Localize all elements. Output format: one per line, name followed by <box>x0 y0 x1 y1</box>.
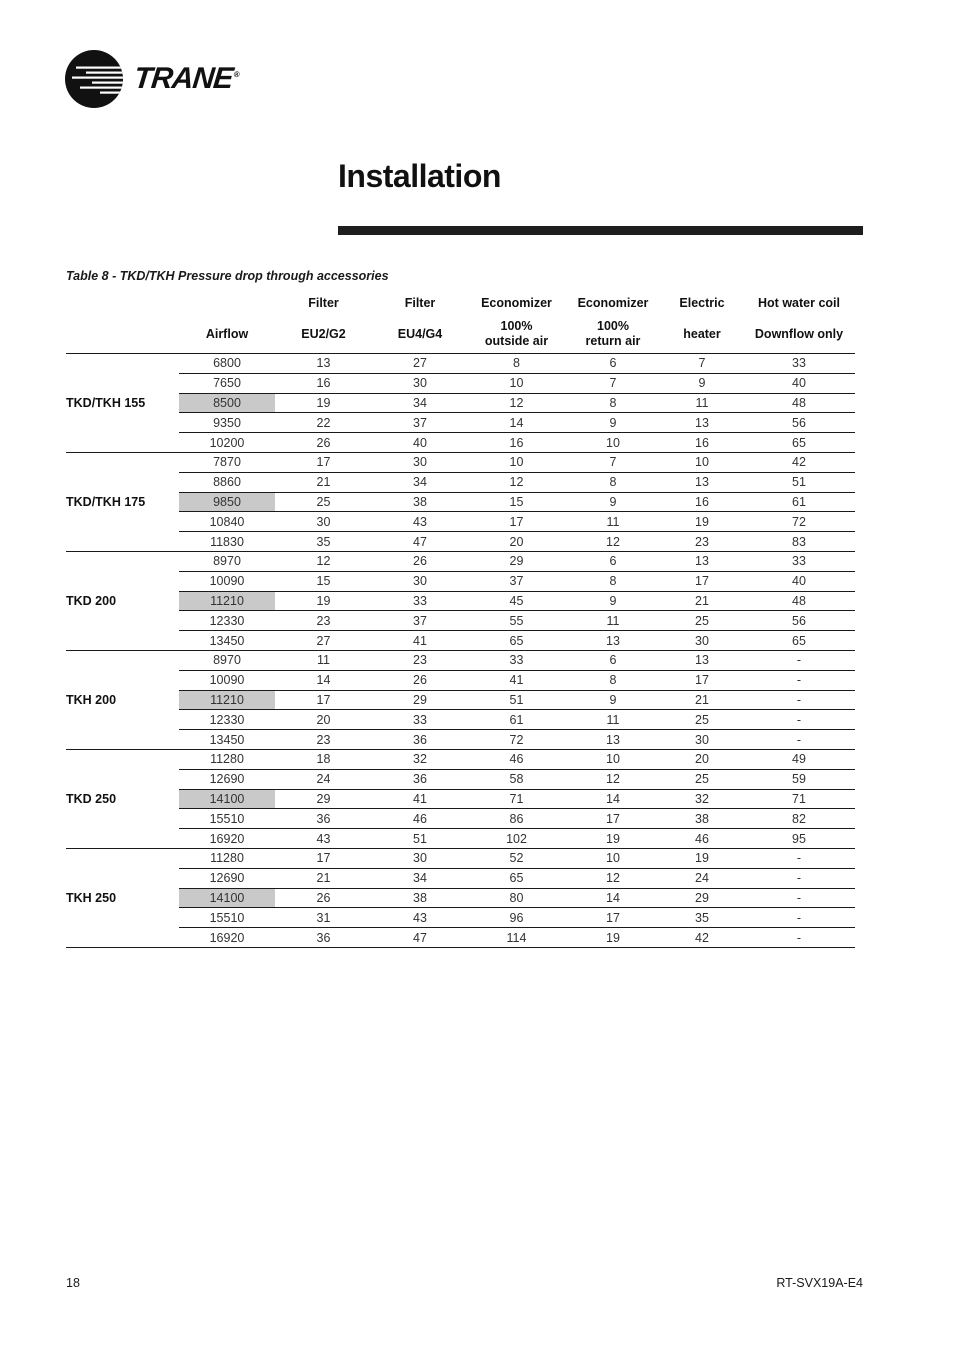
cell-electric-heater: 17 <box>661 571 743 591</box>
table-row <box>66 928 855 948</box>
table-row <box>66 472 855 492</box>
cell-economizer-outside-air: 51 <box>468 690 565 710</box>
cell-economizer-outside-air: 71 <box>468 789 565 809</box>
column-header-economizer-outside-air: 100% outside air <box>468 315 565 354</box>
cell-hot-water-coil: - <box>743 650 855 670</box>
cell-filter-eu4-g4: 27 <box>372 354 468 374</box>
table-body <box>66 354 855 948</box>
cell-hot-water-coil: - <box>743 670 855 690</box>
cell-economizer-outside-air: 72 <box>468 730 565 750</box>
cell-hot-water-coil: 65 <box>743 631 855 651</box>
column-header-top-filter-eu4-g4: Filter <box>404 295 436 310</box>
cell-hot-water-coil: 56 <box>743 611 855 631</box>
title-rule <box>338 226 863 235</box>
header-row-top <box>66 291 855 315</box>
cell-hot-water-coil: 65 <box>743 433 855 453</box>
table-row <box>66 532 855 552</box>
cell-airflow: 10090 <box>179 670 275 690</box>
cell-filter-eu4-g4: 51 <box>372 829 468 849</box>
cell-airflow: 11280 <box>179 848 275 868</box>
cell-filter-eu4-g4: 36 <box>372 769 468 789</box>
table-row <box>66 670 855 690</box>
cell-hot-water-coil: 40 <box>743 373 855 393</box>
table-row <box>66 769 855 789</box>
cell-electric-heater: 13 <box>661 551 743 571</box>
cell-hot-water-coil: 72 <box>743 512 855 532</box>
table-row <box>66 749 855 769</box>
column-header-economizer-return-air: 100% return air <box>565 315 661 354</box>
cell-airflow: 8860 <box>179 472 275 492</box>
table-row <box>66 452 855 472</box>
cell-filter-eu2-g2: 43 <box>275 829 372 849</box>
cell-airflow: 11210 <box>179 591 275 611</box>
cell-electric-heater: 20 <box>661 749 743 769</box>
cell-economizer-outside-air: 65 <box>468 868 565 888</box>
cell-economizer-outside-air: 20 <box>468 532 565 552</box>
cell-filter-eu2-g2: 15 <box>275 571 372 591</box>
cell-economizer-outside-air: 37 <box>468 571 565 591</box>
cell-hot-water-coil: 71 <box>743 789 855 809</box>
cell-electric-heater: 23 <box>661 532 743 552</box>
table-caption: Table 8 - TKD/TKH Pressure drop through accessories <box>66 269 389 283</box>
cell-filter-eu2-g2: 27 <box>275 631 372 651</box>
table-row <box>66 908 855 928</box>
table-row <box>66 611 855 631</box>
cell-electric-heater: 11 <box>661 393 743 413</box>
cell-economizer-return-air: 12 <box>565 532 661 552</box>
cell-economizer-return-air: 12 <box>565 769 661 789</box>
cell-airflow: 8970 <box>179 551 275 571</box>
cell-filter-eu4-g4: 47 <box>372 532 468 552</box>
cell-electric-heater: 13 <box>661 650 743 670</box>
column-header-top-model <box>66 291 179 315</box>
cell-hot-water-coil: 82 <box>743 809 855 829</box>
cell-economizer-outside-air: 10 <box>468 452 565 472</box>
cell-electric-heater: 30 <box>661 730 743 750</box>
model-label: TKD/TKH 175 <box>66 452 179 551</box>
column-header-top-filter-eu2-g2: Filter <box>308 295 339 310</box>
table-row <box>66 354 855 374</box>
cell-filter-eu2-g2: 23 <box>275 611 372 631</box>
cell-filter-eu4-g4: 34 <box>372 868 468 888</box>
model-label: TKD 200 <box>66 551 179 650</box>
table-row <box>66 848 855 868</box>
cell-economizer-return-air: 9 <box>565 413 661 433</box>
column-header-top-hot-water-coil: Hot water coil <box>758 295 840 310</box>
cell-electric-heater: 10 <box>661 452 743 472</box>
cell-electric-heater: 25 <box>661 710 743 730</box>
cell-airflow: 16920 <box>179 829 275 849</box>
cell-airflow: 7870 <box>179 452 275 472</box>
cell-filter-eu2-g2: 18 <box>275 749 372 769</box>
cell-economizer-return-air: 10 <box>565 749 661 769</box>
cell-airflow: 11830 <box>179 532 275 552</box>
cell-filter-eu2-g2: 23 <box>275 730 372 750</box>
cell-filter-eu2-g2: 16 <box>275 373 372 393</box>
cell-filter-eu4-g4: 29 <box>372 690 468 710</box>
cell-airflow: 14100 <box>179 789 275 809</box>
table-row <box>66 710 855 730</box>
cell-airflow: 10090 <box>179 571 275 591</box>
cell-filter-eu2-g2: 17 <box>275 690 372 710</box>
cell-economizer-outside-air: 114 <box>468 928 565 948</box>
cell-hot-water-coil: 48 <box>743 591 855 611</box>
cell-filter-eu2-g2: 24 <box>275 769 372 789</box>
table-row <box>66 512 855 532</box>
cell-filter-eu4-g4: 36 <box>372 730 468 750</box>
cell-filter-eu2-g2: 25 <box>275 492 372 512</box>
column-header-top-economizer-outside-air: Economizer <box>481 295 552 310</box>
column-header-filter-eu4-g4: EU4/G4 <box>372 315 468 354</box>
table-row <box>66 730 855 750</box>
page-number: 18 <box>66 1276 80 1290</box>
cell-economizer-return-air: 8 <box>565 670 661 690</box>
cell-filter-eu2-g2: 22 <box>275 413 372 433</box>
cell-airflow: 13450 <box>179 631 275 651</box>
brand-wordmark: TRANE® <box>132 62 240 95</box>
cell-economizer-return-air: 6 <box>565 551 661 571</box>
cell-economizer-outside-air: 96 <box>468 908 565 928</box>
cell-electric-heater: 30 <box>661 631 743 651</box>
cell-hot-water-coil: - <box>743 848 855 868</box>
cell-electric-heater: 13 <box>661 413 743 433</box>
model-label: TKD 250 <box>66 749 179 848</box>
document-code: RT-SVX19A-E4 <box>776 1276 863 1290</box>
table-row <box>66 690 855 710</box>
cell-hot-water-coil: - <box>743 868 855 888</box>
cell-economizer-return-air: 11 <box>565 710 661 730</box>
header-row-bottom <box>66 315 855 354</box>
cell-airflow: 12690 <box>179 769 275 789</box>
cell-filter-eu2-g2: 11 <box>275 650 372 670</box>
cell-filter-eu2-g2: 30 <box>275 512 372 532</box>
cell-filter-eu4-g4: 23 <box>372 650 468 670</box>
cell-electric-heater: 19 <box>661 848 743 868</box>
cell-filter-eu4-g4: 38 <box>372 492 468 512</box>
cell-filter-eu4-g4: 26 <box>372 551 468 571</box>
cell-hot-water-coil: 42 <box>743 452 855 472</box>
cell-economizer-return-air: 17 <box>565 809 661 829</box>
column-header-filter-eu2-g2: EU2/G2 <box>275 315 372 354</box>
cell-economizer-return-air: 8 <box>565 472 661 492</box>
table-row <box>66 393 855 413</box>
column-header-top-airflow <box>179 291 275 315</box>
cell-airflow: 7650 <box>179 373 275 393</box>
cell-electric-heater: 17 <box>661 670 743 690</box>
model-label: TKH 200 <box>66 650 179 749</box>
cell-economizer-outside-air: 33 <box>468 650 565 670</box>
cell-economizer-outside-air: 45 <box>468 591 565 611</box>
cell-economizer-return-air: 11 <box>565 512 661 532</box>
cell-hot-water-coil: 61 <box>743 492 855 512</box>
cell-filter-eu2-g2: 21 <box>275 472 372 492</box>
table-row <box>66 631 855 651</box>
cell-economizer-return-air: 14 <box>565 789 661 809</box>
table-row <box>66 809 855 829</box>
cell-airflow: 12330 <box>179 611 275 631</box>
cell-electric-heater: 46 <box>661 829 743 849</box>
cell-airflow: 10200 <box>179 433 275 453</box>
column-header-hot-water-coil: Downflow only <box>743 315 855 354</box>
cell-economizer-outside-air: 80 <box>468 888 565 908</box>
cell-economizer-return-air: 13 <box>565 730 661 750</box>
table-row <box>66 829 855 849</box>
cell-economizer-outside-air: 17 <box>468 512 565 532</box>
cell-filter-eu4-g4: 38 <box>372 888 468 908</box>
trane-logo-icon <box>64 49 124 109</box>
cell-filter-eu2-g2: 26 <box>275 888 372 908</box>
cell-airflow: 15510 <box>179 908 275 928</box>
cell-filter-eu4-g4: 37 <box>372 413 468 433</box>
cell-airflow: 6800 <box>179 354 275 374</box>
cell-economizer-outside-air: 52 <box>468 848 565 868</box>
table-row <box>66 433 855 453</box>
cell-economizer-return-air: 8 <box>565 393 661 413</box>
cell-airflow: 13450 <box>179 730 275 750</box>
cell-filter-eu4-g4: 40 <box>372 433 468 453</box>
cell-airflow: 12690 <box>179 868 275 888</box>
cell-electric-heater: 16 <box>661 433 743 453</box>
cell-hot-water-coil: - <box>743 690 855 710</box>
cell-electric-heater: 16 <box>661 492 743 512</box>
cell-airflow: 16920 <box>179 928 275 948</box>
table-row <box>66 492 855 512</box>
cell-hot-water-coil: 48 <box>743 393 855 413</box>
cell-electric-heater: 24 <box>661 868 743 888</box>
cell-economizer-outside-air: 14 <box>468 413 565 433</box>
cell-economizer-outside-air: 10 <box>468 373 565 393</box>
cell-filter-eu4-g4: 46 <box>372 809 468 829</box>
column-header-electric-heater: heater <box>661 315 743 354</box>
cell-airflow: 11280 <box>179 749 275 769</box>
cell-filter-eu4-g4: 30 <box>372 848 468 868</box>
cell-airflow: 11210 <box>179 690 275 710</box>
table-row <box>66 650 855 670</box>
cell-economizer-return-air: 19 <box>565 829 661 849</box>
cell-economizer-outside-air: 46 <box>468 749 565 769</box>
cell-economizer-outside-air: 12 <box>468 393 565 413</box>
cell-electric-heater: 21 <box>661 690 743 710</box>
cell-filter-eu4-g4: 43 <box>372 908 468 928</box>
model-label: TKH 250 <box>66 848 179 947</box>
cell-hot-water-coil: - <box>743 908 855 928</box>
cell-economizer-outside-air: 41 <box>468 670 565 690</box>
cell-hot-water-coil: 56 <box>743 413 855 433</box>
cell-economizer-return-air: 7 <box>565 373 661 393</box>
cell-filter-eu4-g4: 41 <box>372 789 468 809</box>
cell-filter-eu2-g2: 20 <box>275 710 372 730</box>
cell-airflow: 8970 <box>179 650 275 670</box>
cell-electric-heater: 29 <box>661 888 743 908</box>
cell-economizer-return-air: 17 <box>565 908 661 928</box>
cell-electric-heater: 42 <box>661 928 743 948</box>
cell-filter-eu4-g4: 34 <box>372 393 468 413</box>
cell-electric-heater: 9 <box>661 373 743 393</box>
table-row <box>66 571 855 591</box>
cell-economizer-outside-air: 102 <box>468 829 565 849</box>
cell-filter-eu4-g4: 33 <box>372 710 468 730</box>
cell-economizer-outside-air: 15 <box>468 492 565 512</box>
cell-electric-heater: 19 <box>661 512 743 532</box>
cell-filter-eu2-g2: 21 <box>275 868 372 888</box>
cell-economizer-return-air: 7 <box>565 452 661 472</box>
cell-airflow: 9350 <box>179 413 275 433</box>
cell-economizer-return-air: 6 <box>565 650 661 670</box>
cell-airflow: 14100 <box>179 888 275 908</box>
cell-electric-heater: 38 <box>661 809 743 829</box>
cell-filter-eu4-g4: 37 <box>372 611 468 631</box>
cell-electric-heater: 35 <box>661 908 743 928</box>
cell-economizer-return-air: 9 <box>565 591 661 611</box>
cell-economizer-outside-air: 61 <box>468 710 565 730</box>
table-row <box>66 413 855 433</box>
cell-economizer-return-air: 9 <box>565 492 661 512</box>
cell-filter-eu2-g2: 26 <box>275 433 372 453</box>
cell-economizer-outside-air: 29 <box>468 551 565 571</box>
cell-filter-eu4-g4: 30 <box>372 452 468 472</box>
cell-economizer-return-air: 10 <box>565 433 661 453</box>
cell-electric-heater: 7 <box>661 354 743 374</box>
cell-economizer-outside-air: 55 <box>468 611 565 631</box>
cell-hot-water-coil: - <box>743 888 855 908</box>
cell-filter-eu2-g2: 12 <box>275 551 372 571</box>
cell-electric-heater: 25 <box>661 769 743 789</box>
cell-electric-heater: 25 <box>661 611 743 631</box>
cell-hot-water-coil: 40 <box>743 571 855 591</box>
cell-filter-eu4-g4: 30 <box>372 571 468 591</box>
cell-electric-heater: 32 <box>661 789 743 809</box>
column-header-model <box>66 315 179 354</box>
cell-filter-eu4-g4: 33 <box>372 591 468 611</box>
cell-hot-water-coil: - <box>743 730 855 750</box>
cell-economizer-return-air: 13 <box>565 631 661 651</box>
table-row <box>66 591 855 611</box>
cell-airflow: 10840 <box>179 512 275 532</box>
trane-logo <box>64 49 238 109</box>
table-row <box>66 868 855 888</box>
cell-electric-heater: 13 <box>661 472 743 492</box>
cell-economizer-outside-air: 16 <box>468 433 565 453</box>
cell-airflow: 12330 <box>179 710 275 730</box>
cell-hot-water-coil: 59 <box>743 769 855 789</box>
page-title: Installation <box>338 158 501 194</box>
cell-filter-eu2-g2: 36 <box>275 809 372 829</box>
table-row <box>66 789 855 809</box>
cell-filter-eu4-g4: 26 <box>372 670 468 690</box>
cell-economizer-return-air: 9 <box>565 690 661 710</box>
cell-filter-eu4-g4: 34 <box>372 472 468 492</box>
cell-filter-eu2-g2: 29 <box>275 789 372 809</box>
cell-filter-eu2-g2: 31 <box>275 908 372 928</box>
cell-economizer-outside-air: 86 <box>468 809 565 829</box>
table-row <box>66 373 855 393</box>
cell-filter-eu4-g4: 41 <box>372 631 468 651</box>
cell-filter-eu2-g2: 14 <box>275 670 372 690</box>
cell-filter-eu4-g4: 32 <box>372 749 468 769</box>
cell-hot-water-coil: 95 <box>743 829 855 849</box>
cell-economizer-outside-air: 65 <box>468 631 565 651</box>
cell-airflow: 15510 <box>179 809 275 829</box>
cell-economizer-return-air: 19 <box>565 928 661 948</box>
cell-economizer-outside-air: 58 <box>468 769 565 789</box>
cell-economizer-return-air: 8 <box>565 571 661 591</box>
column-header-top-electric-heater: Electric <box>679 295 725 310</box>
cell-economizer-return-air: 6 <box>565 354 661 374</box>
cell-hot-water-coil: 83 <box>743 532 855 552</box>
cell-economizer-return-air: 11 <box>565 611 661 631</box>
cell-economizer-outside-air: 12 <box>468 472 565 492</box>
column-header-top-economizer-return-air: Economizer <box>577 295 649 310</box>
pressure-drop-table <box>66 291 855 948</box>
table-row <box>66 551 855 571</box>
cell-electric-heater: 21 <box>661 591 743 611</box>
cell-hot-water-coil: 33 <box>743 551 855 571</box>
cell-airflow: 9850 <box>179 492 275 512</box>
cell-economizer-return-air: 14 <box>565 888 661 908</box>
cell-filter-eu4-g4: 47 <box>372 928 468 948</box>
column-header-airflow: Airflow <box>179 315 275 354</box>
cell-economizer-outside-air: 8 <box>468 354 565 374</box>
cell-airflow: 8500 <box>179 393 275 413</box>
cell-filter-eu4-g4: 43 <box>372 512 468 532</box>
cell-hot-water-coil: 33 <box>743 354 855 374</box>
cell-filter-eu4-g4: 30 <box>372 373 468 393</box>
cell-filter-eu2-g2: 19 <box>275 591 372 611</box>
cell-hot-water-coil: 49 <box>743 749 855 769</box>
cell-hot-water-coil: - <box>743 928 855 948</box>
table-row <box>66 888 855 908</box>
cell-filter-eu2-g2: 13 <box>275 354 372 374</box>
cell-filter-eu2-g2: 17 <box>275 452 372 472</box>
model-label: TKD/TKH 155 <box>66 354 179 453</box>
cell-hot-water-coil: - <box>743 710 855 730</box>
cell-economizer-return-air: 12 <box>565 868 661 888</box>
cell-filter-eu2-g2: 36 <box>275 928 372 948</box>
cell-filter-eu2-g2: 19 <box>275 393 372 413</box>
cell-economizer-return-air: 10 <box>565 848 661 868</box>
cell-filter-eu2-g2: 17 <box>275 848 372 868</box>
cell-filter-eu2-g2: 35 <box>275 532 372 552</box>
cell-hot-water-coil: 51 <box>743 472 855 492</box>
